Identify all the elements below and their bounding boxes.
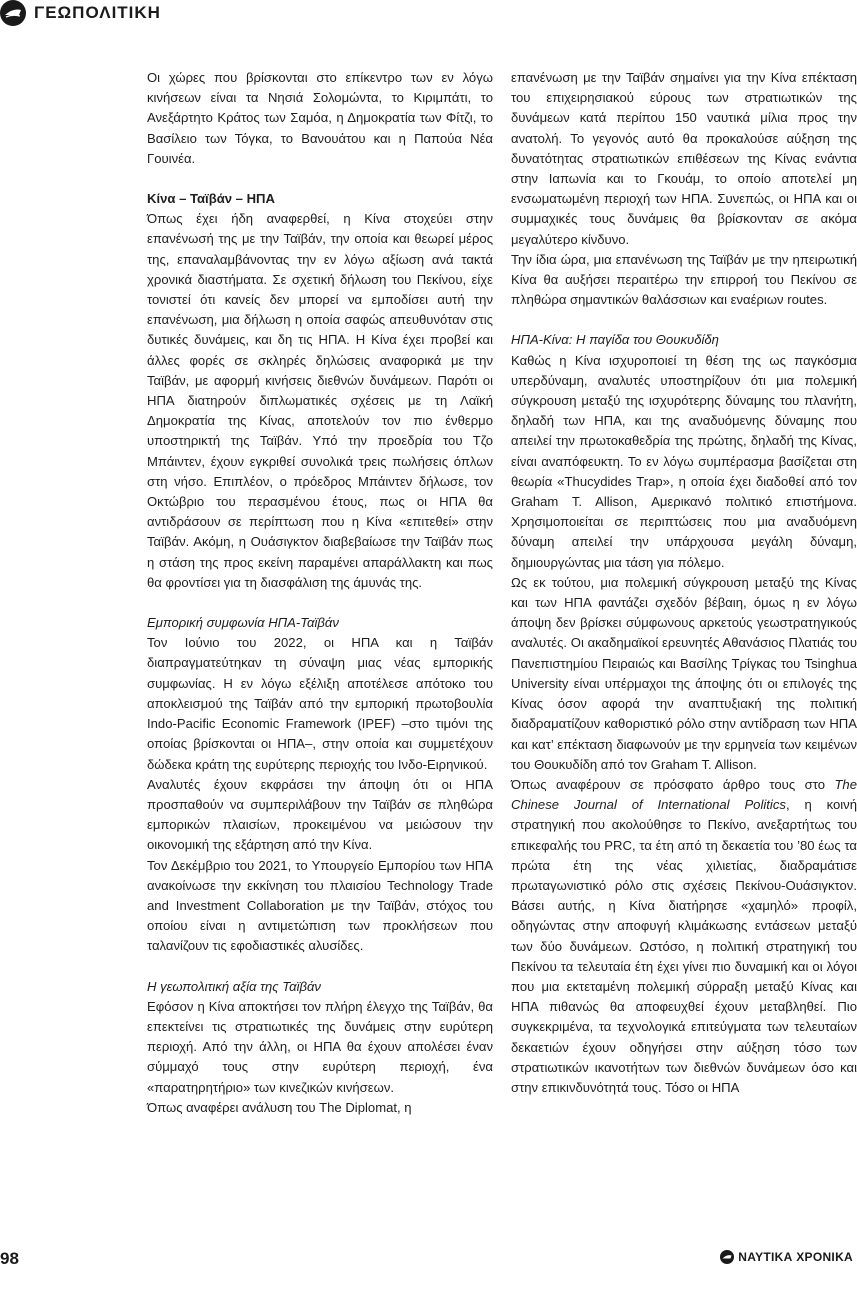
paragraph-trade-1: Τον Ιούνιο του 2022, οι ΗΠΑ και η Ταϊβάν διαπραγματεύτηκαν τη σύναψη μιας νέας εμπορικής συμφωνίας. Η εν λόγω εξέλιξη αποτέλεσε απότοκο του αποκλεισμού της Ταϊβάν από την εμπορική πρωτοβουλία Indo-Pacific Economic Framework (IPEF) –στο τιμόνι της οποίας βρίσκονται οι ΗΠΑ–, στην οποία και συμμετέχουν δώδεκα κράτη της ευρύτερης περιοχής του Ινδο-Ειρηνικού. (147, 635, 493, 772)
page-number: 98 (0, 1249, 19, 1268)
article-column-left (147, 68, 493, 1118)
paragraph-geo-1: Εφόσον η Κίνα αποκτήσει τον πλήρη έλεγχο της Ταϊβάν, θα επεκτείνει τις στρατιωτικές της δυνάμεις στην ευρύτερη περιοχή. Από την άλλη, οι ΗΠΑ θα έχουν απολέσει έναν σύμμαχό τους στην ευρύτερη περιοχή, ένα «παρατηρητήριο» των κινεζικών κινήσεων. (147, 998, 493, 1095)
paragraph-thucydides-2: Ως εκ τούτου, μια πολεμική σύγκρουση μεταξύ της Κίνας και των ΗΠΑ φαντάζει σχεδόν βέβαιη, όμως η εν λόγω άποψη δεν βρίσκει σύμφωνους αρκετούς γεωστρατηγικούς αναλυτές. Οι ακαδημαϊκοί ερευνητές Αθανάσιος Πλατιάς του Πανεπιστημίου Πειραιώς και Βασίλης Τρίγκας του Tsinghua University είναι υπέρμαχοι της άποψης ότι οι επιλογές της Κίνας όσον αφορά την αναπτυξιακή της πολιτική διαδραματίζουν καθοριστικό ρόλο στην αντίδραση των ΗΠΑ και κατ’ επέκταση διαφωνούν με την ερμηνεία των κειμένων του Θουκυδίδη από τον Graham T. Allison. (511, 574, 857, 772)
heading-trade-agreement: Εμπορική συμφωνία ΗΠΑ-Ταϊβάν (147, 615, 339, 631)
paragraph-thucydides-3 (511, 775, 857, 1098)
paragraph-trade-2: Αναλυτές έχουν εκφράσει την άποψη ότι οι ΗΠΑ προσπαθούν να συμπεριλάβουν την Ταϊβάν σε πληθώρα εμπορικών πλαισίων, προκειμένου να μειώσουν την οικονομική της εξάρτηση από την Κίνα. (147, 776, 493, 853)
heading-thucydides: ΗΠΑ-Κίνα: Η παγίδα του Θουκυδίδη (511, 332, 719, 348)
paragraph-influence: Την ίδια ώρα, μια επανένωση της Ταϊβάν με την ηπειρωτική Κίνα θα αυξήσει περαιτέρω την επιρροή του Πεκίνου σε πληθώρα σημαντικών θαλάσσιων και εναέριων routes. (511, 251, 857, 308)
nautika-chronika-logo-icon (720, 1250, 734, 1264)
section-badge (0, 0, 26, 26)
article-column-right (511, 68, 857, 1098)
brand-name: ΝΑΥΤΙΚΑ ΧΡΟΝΙΚΑ (738, 1250, 853, 1264)
paragraph-continuation: επανένωση με την Ταϊβάν σημαίνει για την Κίνα επέκταση του επιχειρησιακού εύρους των στρατιωτικών της δυνάμεων κατά περίπου 150 ναυτικά μίλια προς την ανατολή. Το γεγονός αυτό θα προκαλούσε αύξηση της δυνατότητας στρατιωτικών επιθέσεων της Κίνας ενάντια στην Ιαπωνία και το Γκουάμ, το οποίο αποτελεί μη ενσωματωμένη περιοχή των ΗΠΑ. Συνεπώς, οι ΗΠΑ και οι συμμαχικές τους δυνάμεις θα βρίσκονταν σε ακόμα μεγαλύτερο κίνδυνο. (511, 70, 857, 247)
paragraph-thucydides-3-start: Όπως αναφέρουν σε πρόσφατο άρθρο τους στο (511, 776, 835, 792)
page-header (0, 0, 857, 32)
journal-title: The Chinese Journal of International Politics (511, 776, 857, 813)
paragraph-trade-3: Τον Δεκέμβριο του 2021, το Υπουργείο Εμπορίου των ΗΠΑ ανακοίνωσε την εκκίνηση του πλαισίου Technology Trade and Investment Collaboration με την Ταϊβάν, στόχος του οποίου είναι η αντιμετώπιση των προκλήσεων που ταλανίζουν τις εφοδιαστικές αλυσίδες. (147, 857, 493, 954)
magazine-brand (720, 1250, 853, 1264)
heading-geopolitical-value: Η γεωπολιτική αξία της Ταϊβάν (147, 978, 321, 994)
section-title: ΓΕΩΠΟΛΙΤΙΚΗ (34, 3, 161, 22)
paragraph-thucydides-1: Καθώς η Κίνα ισχυροποιεί τη θέση της ως παγκόσμια υπερδύναμη, αναλυτές υποστηρίζουν ότι μια πολεμική σύγκρουση μεταξύ της ισχυρότερης δύναμης του πλανήτη, δηλαδή των ΗΠΑ, και της αναδυόμενης δύναμης που απειλεί την πρωτοκαθεδρία της πρώτης, δηλαδή της Κίνας, είναι αναπόφευκτη. Το εν λόγω συμπέρασμα βασίζεται στη θεωρία «Thucydides Trap», η οποία έχει διαδοθεί από τον Graham T. Allison, Αμερικανό πολιτικό επιστήμονα. Χρησιμοποιείται σε περιπτώσεις που μια αναδυόμενη δύναμη απειλεί την υπάρχουσα μεγάλη δύναμη, δημιουργώντας μια τάση για πόλεμο. (511, 352, 857, 570)
paragraph-china-taiwan-usa: Όπως έχει ήδη αναφερθεί, η Κίνα στοχεύει στην επανένωσή της με την Ταϊβάν, την οποία και θεωρεί μέρος της, επαναλαμβάνοντας την εν λόγω αξίωση ανά τακτά χρονικά διαστήματα. Σε σχετική δήλωση του Πεκίνου, είχε τονιστεί ότι κανείς δεν μπορεί να εμποδίσει αυτή την επανένωση, μια δήλωση η οποία σαφώς απευθυνόταν στις δυτικές δυνάμεις, και δη τις ΗΠΑ. Η Κίνα έχει προβεί και άλλες φορές σε σκληρές δηλώσεις αναφορικά με την Ταϊβάν, με αφορμή κινήσεις διεθνών δυνάμεων. Παρότι οι ΗΠΑ διατηρούν διπλωματικές σχέσεις με τη Λαϊκή Δημοκρατία της Κίνας, αποτελούν τον πιο ένθερμο υποστηρικτή της Ταϊβάν. Υπό την προεδρία του Τζο Μπάιντεν, έχουν εγκριθεί συνολικά τρεις πωλήσεις όπλων στη νήσο. Επιπλέον, ο πρόεδρος Μπάιντεν δήλωσε, τον Οκτώβριο του περασμένου έτους, πως οι ΗΠΑ θα αντιδράσουν σε περίπτωση που η Κίνα «επιτεθεί» στην Ταϊβάν. Ακόμη, η Ουάσιγκτον διαβεβαίωσε την Ταϊβάν πως η στάση της προς εκείνη παραμένει απαράλλακτη και πως θα φροντίσει για τη διασφάλιση της άμυνάς της. (147, 211, 493, 590)
heading-china-taiwan-usa: Κίνα – Ταϊβάν – ΗΠΑ (147, 191, 275, 207)
paragraph-thucydides-3-end: , η κοινή στρατηγική που ακολούθησε το Πεκίνο, ανεξαρτήτως του επικεφαλής του PRC, τα έτη από τη δεκαετία του ’80 έως τα πρώτα έτη της νέας χιλιετίας, διαδραμάτισε πρωταγωνιστικό ρόλο στις σχέσεις Πεκίνου-Ουάσιγκτον. Βάσει αυτής, η Κίνα διατήρησε «χαμηλό» προφίλ, οδηγώντας στην αποφυγή κλιμάκωσης εντάσεων μεταξύ των δύο δυνάμεων. Ωστόσο, η πολιτική στρατηγική του Πεκίνου τα τελευταία έτη έχει γίνει πιο δυναμική και οι λόγοι που μια εκτεταμένη πολεμική σύρραξη μεταξύ Κίνας και ΗΠΑ πιθανώς θα αποφευχθεί έχουν μεταβληθεί. Πιο συγκεκριμένα, τα τεχνολογικά επιτεύγματα των τελευταίων δεκαετιών έχουν οδηγήσει στην αύξηση τόσο των στρατιωτικών ικανοτήτων των διεθνών δυνάμεων όσο και στην επικινδυνότητά τους. Τόσο οι ΗΠΑ (511, 797, 857, 1095)
paragraph-intro: Οι χώρες που βρίσκονται στο επίκεντρο των εν λόγω κινήσεων είναι τα Νησιά Σολομώντα, το Κιριμπάτι, το Ανεξάρτητο Κράτος των Σαμόα, η Δημοκρατία των Φίτζι, το Βασίλειο των Τόγκα, το Βανουάτου και η Παπούα Νέα Γουινέα. (147, 70, 493, 166)
ship-bow-icon (4, 6, 22, 20)
paragraph-geo-2: Όπως αναφέρει ανάλυση του The Diplomat, η (147, 1099, 412, 1115)
